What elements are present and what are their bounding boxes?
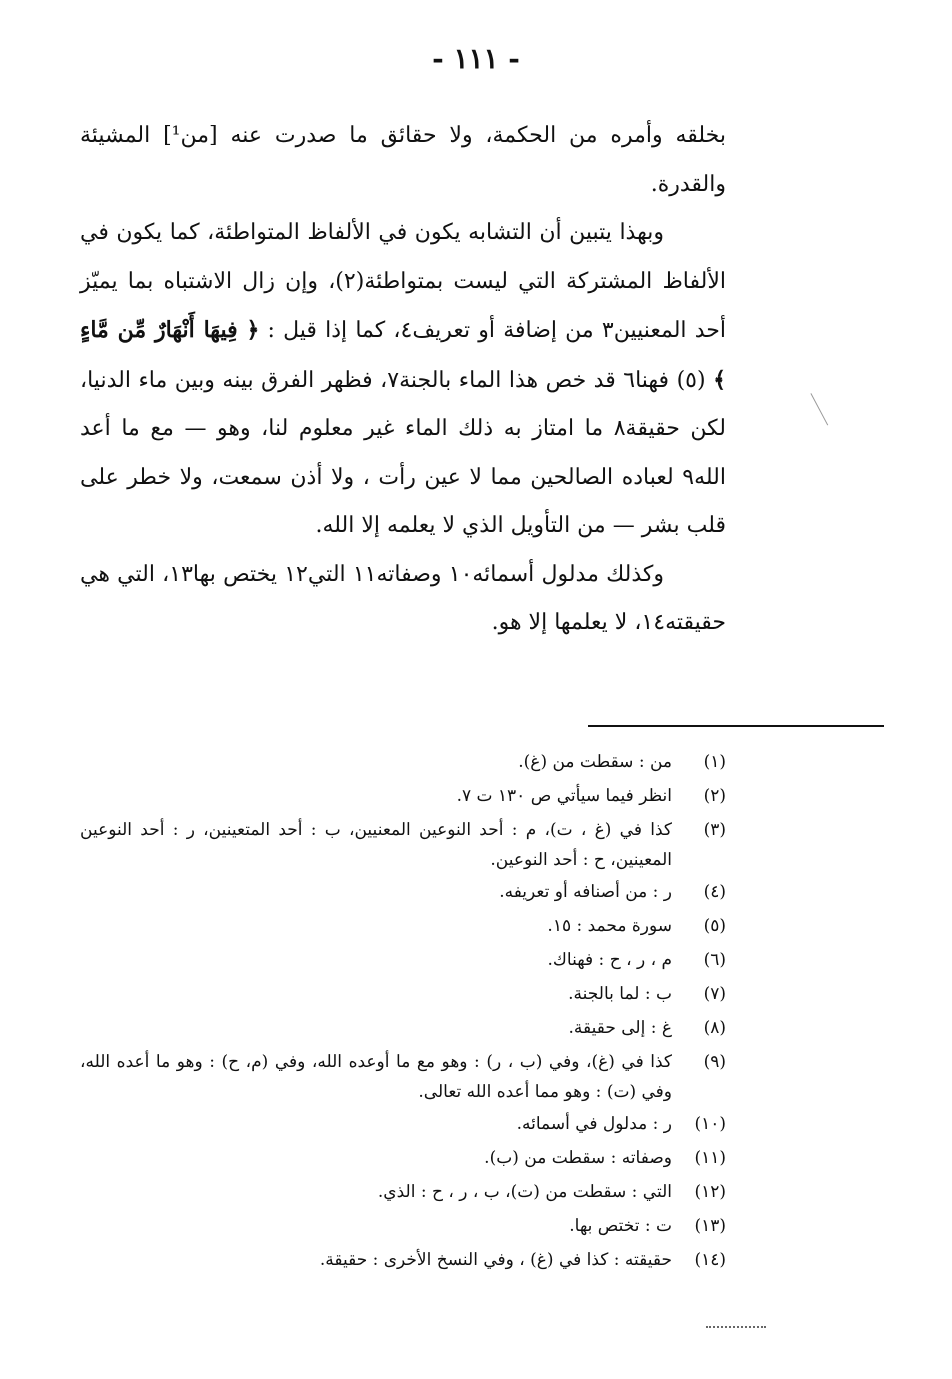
footnote-number: (١٣) (694, 1216, 726, 1236)
footnote (80, 1175, 726, 1209)
footnote-text: ر : مدلول في أسمائه. (516, 1114, 672, 1134)
footnote (80, 909, 726, 943)
footnotes-list (80, 745, 726, 1277)
footnote-number: (١) (703, 752, 726, 772)
footnote (80, 745, 726, 779)
footnote-number: (٥) (703, 916, 726, 936)
footnote-number: (٤) (703, 882, 726, 902)
page-number: - ١١١ - (432, 42, 520, 75)
footnote (80, 977, 726, 1011)
footnote-text: ب : لما بالجنة. (568, 984, 672, 1004)
footnote (80, 1045, 726, 1107)
footnote-number: (٨) (703, 1018, 726, 1038)
footnote (80, 875, 726, 909)
footnote (80, 779, 726, 813)
footnote-text: كذا في (غ)، وفي (ب ، ر) : وهو مع ما أوعده الله، وفي (م، ح) : وهو ما أعده الله، وفي (ت) : وهو مما أعده الله تعالى. (80, 1052, 672, 1102)
footnote-text: سورة محمد : ١٥. (547, 916, 672, 936)
footnote-number: (١٢) (694, 1182, 726, 1202)
pencil-mark (810, 387, 840, 426)
footnote-text: ر : من أصنافه أو تعريفه. (499, 882, 672, 902)
footnote-text: وصفاته : سقطت من (ب). (484, 1148, 672, 1168)
paragraph-2 (80, 209, 726, 551)
footnote-number: (١١) (694, 1148, 726, 1168)
footnote-text: م ، ر ، ح : فهناك. (547, 950, 672, 970)
footnote (80, 1011, 726, 1045)
footnote-number: (١٠) (694, 1114, 726, 1134)
paragraph-2-part-b: (٥) فهنا٦ قد خص هذا الماء بالجنة٧، فظهر الفرق بينه وبين ماء الدنيا، لكن حقيقة٨ ما امتاز به ذلك الماء غير معلوم لنا، وهو — مع ما أعد الله٩ لعباده الصالحين مما لا عين رأت ، ولا أذن سمعت، ولا خطر على قلب بشر — من التأويل الذي لا يعلمه إلا الله. (80, 367, 726, 538)
footnote-text: التي : سقطت من (ت)، ب ، ر ، ح : الذي. (377, 1182, 672, 1202)
footnote-text: انظر فيما سيأتي ص ١٣٠ ت ٧. (456, 786, 672, 806)
footnote-separator (588, 725, 884, 727)
footnote-number: (٣) (703, 820, 726, 840)
footnote-text: غ : إلى حقيقة. (568, 1018, 672, 1038)
paragraph-3: وكذلك مدلول أسمائه١٠ وصفاته١١ التي١٢ يختص بها١٣، التي هي حقيقته١٤، لا يعلمها إلا هو. (80, 561, 726, 635)
footnote-number: (٩) (703, 1052, 726, 1072)
footnote-number: (٧) (703, 984, 726, 1004)
footnote-text: كذا في (غ ، ت)، م : أحد النوعين المعنيين، ب : أحد المتعينين، ر : أحد النوعين المعينين، ح : أحد النوعين. (80, 820, 672, 870)
footnote (80, 943, 726, 977)
footnote-text: ت : تختص بها. (569, 1216, 672, 1236)
footnote-number: (٦) (703, 950, 726, 970)
footnote-text: حقيقته : كذا في (غ) ، وفي النسخ الأخرى : حقيقة. (319, 1250, 672, 1270)
footnote (80, 1209, 726, 1243)
footnote (80, 813, 726, 875)
footnote (80, 1243, 726, 1277)
ink-smudge (706, 1326, 766, 1331)
footnote-number: (٢) (703, 786, 726, 806)
footnote-number: (١٤) (694, 1250, 726, 1270)
paragraph-2-part-a: وبهذا يتبين أن التشابه يكون في الألفاظ المتواطئة، كما يكون في الألفاظ المشتركة التي ليست بمتواطئة(٢)، وإن زال الاشتباه بما يميّز أحد المعنيين٣ من إضافة أو تعريف٤، كما إذا قيل : (80, 220, 726, 343)
footnote (80, 1107, 726, 1141)
footnote-text: من : سقطت من (غ). (518, 752, 672, 772)
main-text (80, 112, 726, 648)
quran-verse: ﴿ فِيهَا أَنْهَارٌ مِّن مَّاءٍ ﴾ (80, 317, 726, 393)
footnote (80, 1141, 726, 1175)
paragraph-1: بخلقه وأمره من الحكمة، ولا حقائق ما صدرت عنه [من¹] المشيئة والقدرة. (80, 123, 726, 197)
